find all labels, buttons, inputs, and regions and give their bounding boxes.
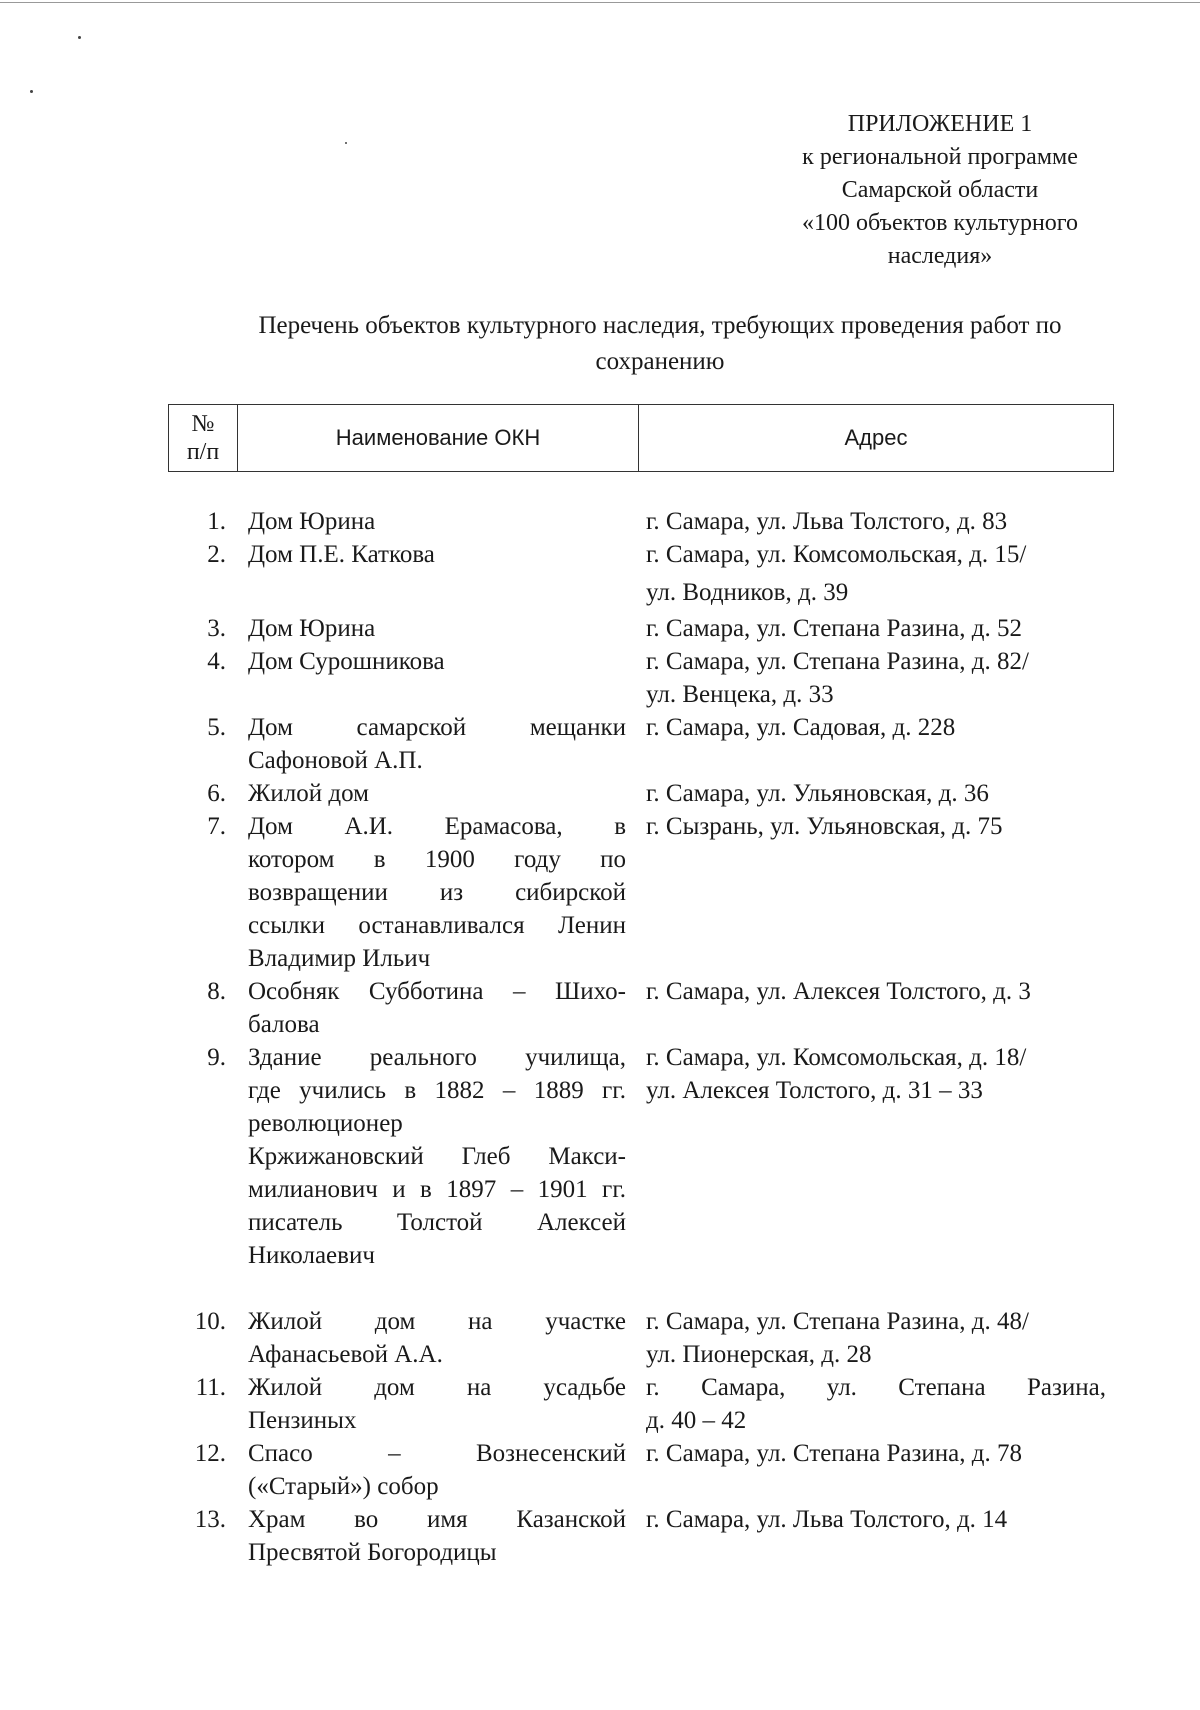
address-line: г. Самара, ул. Степана Разина, д. 48/ [646, 1308, 1029, 1335]
title-line: Перечень объектов культурного наследия, требующих проведения работ по [258, 312, 1062, 339]
object-name-line: Здание реального училища, [248, 1044, 626, 1071]
table-row [168, 810, 1114, 975]
row-number: 3. [207, 615, 226, 642]
table-row [168, 612, 1114, 645]
address-line: ул. Пионерская, д. 28 [646, 1341, 872, 1368]
address-line: г. Самара, ул. Льва Толстого, д. 83 [646, 508, 1008, 535]
object-name-line: Дом А.И. Ерамасова, в [248, 813, 626, 840]
object-address [646, 810, 1106, 975]
object-address [646, 1041, 1106, 1272]
row-number: 13. [194, 1506, 226, 1533]
table-row [168, 645, 1114, 711]
object-name [248, 645, 626, 711]
address-line: г. Самара, ул. Степана Разина, д. 82/ [646, 648, 1029, 675]
table-row [168, 1503, 1114, 1569]
address-line: г. Самара, ул. Степана Разина, д. 52 [646, 615, 1022, 642]
object-name-line: милианович и в 1897 – 1901 гг. [248, 1176, 626, 1203]
row-number: 12. [194, 1440, 226, 1467]
row-number: 4. [207, 648, 226, 675]
table-row [168, 1041, 1114, 1272]
object-name-line: Владимир Ильич [248, 945, 431, 972]
object-name-line: Дом Сурошникова [248, 648, 445, 675]
object-address [646, 1437, 1106, 1503]
object-name [248, 1503, 626, 1569]
address-line: ул. Венцека, д. 33 [646, 681, 834, 708]
object-address [646, 1503, 1106, 1569]
row-number: 10. [194, 1308, 226, 1335]
object-name-line: Дом Юрина [248, 615, 376, 642]
appendix-line: ПРИЛОЖЕНИЕ 1 [847, 111, 1033, 137]
object-name-line: Сафоновой А.П. [248, 747, 423, 774]
object-address [646, 612, 1106, 645]
address-line: г. Самара, ул. Комсомольская, д. 15/ [646, 541, 1027, 568]
address-line: г. Самара, ул. Степана Разина, д. 78 [646, 1440, 1022, 1467]
address-line: г. Самара, ул. Степана Разина, [646, 1374, 1106, 1401]
object-name-line: Особняк Субботина – Шихо- [248, 978, 626, 1005]
object-name-line: Афанасьевой А.А. [248, 1341, 443, 1368]
scan-speck [345, 142, 347, 144]
object-address [646, 536, 1106, 612]
object-name-line: Кржижановский Глеб Макси- [248, 1143, 626, 1170]
object-address [646, 505, 1106, 538]
object-name-line: («Старый») собор [248, 1473, 439, 1500]
address-line: д. 40 – 42 [646, 1407, 747, 1434]
appendix-header [760, 108, 1120, 273]
object-name-line: Дом Юрина [248, 508, 376, 535]
address-line: г. Самара, ул. Алексея Толстого, д. 3 [646, 978, 1031, 1005]
object-name [248, 810, 626, 975]
document-title [180, 308, 1140, 380]
object-name [248, 505, 626, 538]
object-name-line: Пресвятой Богородицы [248, 1539, 497, 1566]
object-address [646, 1371, 1106, 1437]
address-line: ул. Алексея Толстого, д. 31 – 33 [646, 1077, 983, 1104]
row-number: 5. [207, 714, 226, 741]
object-address [646, 645, 1106, 711]
table-row [168, 538, 1114, 612]
table-row [168, 777, 1114, 810]
object-address [646, 711, 1106, 777]
address-line: г. Самара, ул. Садовая, д. 228 [646, 714, 956, 741]
address-line: г. Самара, ул. Ульяновская, д. 36 [646, 780, 989, 807]
appendix-line: Самарской области [841, 177, 1039, 203]
object-name [248, 975, 626, 1041]
heritage-list [168, 505, 1114, 1569]
header-number-abbrev: п/п [186, 439, 220, 465]
object-name-line: Николаевич [248, 1242, 375, 1269]
object-name [248, 1371, 626, 1437]
object-name-line: Жилой дом на усадьбе [248, 1374, 626, 1401]
scan-edge [0, 2, 1200, 3]
object-name-line: балова [248, 1011, 320, 1038]
address-line: ул. Водников, д. 39 [646, 579, 849, 606]
object-name-line: Дом самарской мещанки [248, 714, 626, 741]
object-name-line: Жилой дом на участке [248, 1308, 626, 1335]
object-name [248, 1041, 626, 1272]
object-name-line: революционер [248, 1110, 403, 1137]
object-name-line: Жилой дом [248, 780, 369, 807]
object-name [248, 777, 626, 810]
object-address [646, 1305, 1106, 1371]
row-number: 8. [207, 978, 226, 1005]
header-number-cell [169, 405, 238, 472]
object-name [248, 711, 626, 777]
title-line: сохранению [595, 348, 725, 375]
row-number: 11. [195, 1374, 226, 1401]
object-name-line: ссылки останавливался Ленин [248, 912, 626, 939]
row-number: 1. [207, 508, 226, 535]
table-row [168, 1371, 1114, 1437]
row-number: 6. [207, 780, 226, 807]
table-row [168, 1437, 1114, 1503]
object-name [248, 538, 626, 612]
object-name-line: Пензиных [248, 1407, 357, 1434]
header-name-cell: Наименование ОКН [238, 405, 639, 472]
object-name [248, 612, 626, 645]
row-number: 9. [207, 1044, 226, 1071]
table-row [168, 975, 1114, 1041]
appendix-line: наследия» [887, 243, 993, 269]
header-address-cell: Адрес [639, 405, 1114, 472]
object-name [248, 1437, 626, 1503]
row-number: 2. [207, 541, 226, 568]
row-number: 7. [207, 813, 226, 840]
header-number-symbol: № [191, 411, 215, 437]
object-name [248, 1305, 626, 1371]
object-name-line: Дом П.Е. Каткова [248, 541, 435, 568]
object-address [646, 777, 1106, 810]
table-row [168, 505, 1114, 538]
table-row [168, 711, 1114, 777]
address-line: г. Сызрань, ул. Ульяновская, д. 75 [646, 813, 1003, 840]
object-name-line: котором в 1900 году по [248, 846, 626, 873]
object-name-line: возвращении из сибирской [248, 879, 626, 906]
table-row [168, 1305, 1114, 1371]
object-name-line: Храм во имя Казанской [248, 1506, 626, 1533]
address-line: г. Самара, ул. Комсомольская, д. 18/ [646, 1044, 1027, 1071]
object-name-line: писатель Толстой Алексей [248, 1209, 626, 1236]
appendix-line: «100 объектов культурного [801, 210, 1079, 236]
address-line: г. Самара, ул. Льва Толстого, д. 14 [646, 1506, 1008, 1533]
object-name-line: Спасо – Вознесенский [248, 1440, 626, 1467]
appendix-line: к региональной программе [802, 144, 1078, 170]
object-address [646, 975, 1106, 1041]
scan-speck [30, 90, 33, 93]
object-name-line: где учились в 1882 – 1889 гг. [248, 1077, 626, 1104]
scan-speck [78, 36, 81, 39]
table-header [168, 404, 1114, 472]
